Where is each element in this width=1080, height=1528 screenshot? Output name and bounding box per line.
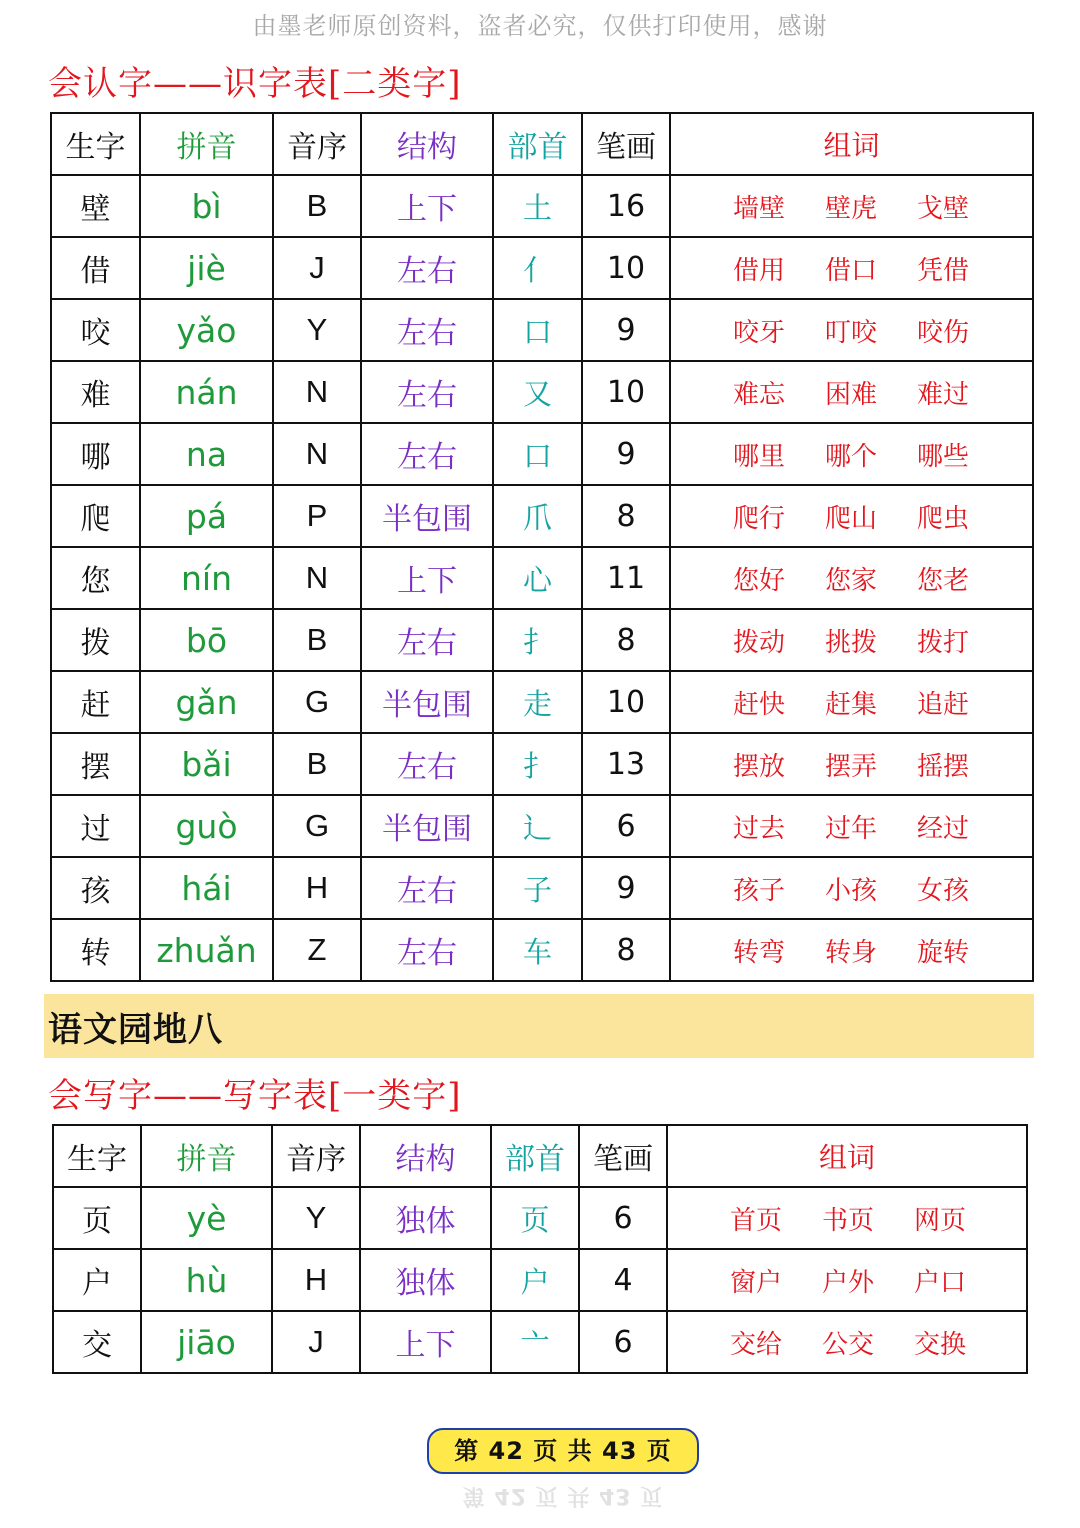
char-cell: 爬 bbox=[51, 485, 140, 547]
table-row bbox=[51, 423, 1033, 485]
word-item: 过去 bbox=[732, 813, 785, 844]
char-cell: 转 bbox=[51, 919, 140, 981]
char-cell: 难 bbox=[51, 361, 140, 423]
word-item: 孩子 bbox=[732, 875, 785, 906]
radical-cell: 走 bbox=[493, 671, 582, 733]
header-strokes: 笔画 bbox=[579, 1125, 667, 1187]
char-cell: 拨 bbox=[51, 609, 140, 671]
header-words: 组词 bbox=[670, 113, 1033, 175]
radical-cell: 爪 bbox=[493, 485, 582, 547]
table-header-row bbox=[53, 1125, 1027, 1187]
radical-cell: 亠 bbox=[491, 1311, 579, 1373]
word-item: 借用 bbox=[732, 255, 785, 286]
word-item: 摇摆 bbox=[916, 751, 969, 782]
structure-cell: 半包围 bbox=[361, 485, 493, 547]
pinyin-cell: jiè bbox=[140, 237, 273, 299]
word-item: 首页 bbox=[729, 1205, 782, 1236]
pinyin-cell: pá bbox=[140, 485, 273, 547]
char-cell: 孩 bbox=[51, 857, 140, 919]
word-item: 您家 bbox=[824, 565, 877, 596]
strokes-cell: 8 bbox=[582, 919, 670, 981]
page-indicator: 第 42 页 共 43 页 bbox=[427, 1428, 699, 1474]
order-cell: Z bbox=[273, 919, 361, 981]
table-row bbox=[51, 299, 1033, 361]
word-item: 摆放 bbox=[732, 751, 785, 782]
page-indicator-reflection: 第 42 页 共 43 页 bbox=[462, 1483, 664, 1508]
header-radical: 部首 bbox=[491, 1125, 579, 1187]
table-row bbox=[51, 795, 1033, 857]
structure-cell: 独体 bbox=[360, 1249, 491, 1311]
words-cell bbox=[670, 423, 1033, 485]
write-characters-table bbox=[52, 1124, 1028, 1374]
char-cell: 摆 bbox=[51, 733, 140, 795]
words-cell bbox=[670, 733, 1033, 795]
order-cell: N bbox=[273, 361, 361, 423]
structure-cell: 左右 bbox=[361, 609, 493, 671]
order-cell: B bbox=[273, 175, 361, 237]
words-cell bbox=[670, 919, 1033, 981]
copyright-watermark: 由墨老师原创资料，盗者必究，仅供打印使用，感谢 bbox=[252, 12, 828, 40]
structure-cell: 左右 bbox=[361, 733, 493, 795]
table-row bbox=[51, 547, 1033, 609]
radical-cell: 页 bbox=[491, 1187, 579, 1249]
header-structure: 结构 bbox=[361, 113, 493, 175]
structure-cell: 左右 bbox=[361, 237, 493, 299]
word-item: 旋转 bbox=[916, 937, 969, 968]
radical-cell: 心 bbox=[493, 547, 582, 609]
char-cell: 壁 bbox=[51, 175, 140, 237]
word-item: 您好 bbox=[732, 565, 785, 596]
word-item: 交换 bbox=[913, 1329, 966, 1360]
radical-cell: 扌 bbox=[493, 733, 582, 795]
word-item: 公交 bbox=[821, 1329, 874, 1360]
structure-cell: 左右 bbox=[361, 299, 493, 361]
words-cell bbox=[670, 485, 1033, 547]
word-item: 墙壁 bbox=[732, 193, 785, 224]
word-item: 转身 bbox=[824, 937, 877, 968]
radical-cell: 车 bbox=[493, 919, 582, 981]
order-cell: B bbox=[273, 609, 361, 671]
strokes-cell: 10 bbox=[582, 671, 670, 733]
word-item: 哪些 bbox=[916, 441, 969, 472]
strokes-cell: 4 bbox=[579, 1249, 667, 1311]
strokes-cell: 6 bbox=[579, 1187, 667, 1249]
words-cell bbox=[670, 795, 1033, 857]
pinyin-cell: hù bbox=[141, 1249, 272, 1311]
word-item: 转弯 bbox=[732, 937, 785, 968]
strokes-cell: 9 bbox=[582, 857, 670, 919]
order-cell: Y bbox=[272, 1187, 360, 1249]
order-cell: J bbox=[272, 1311, 360, 1373]
pinyin-cell: guò bbox=[140, 795, 273, 857]
header-order: 音序 bbox=[272, 1125, 360, 1187]
structure-cell: 左右 bbox=[361, 919, 493, 981]
strokes-cell: 6 bbox=[582, 795, 670, 857]
header-pinyin: 拼音 bbox=[140, 113, 273, 175]
radical-cell: 亻 bbox=[493, 237, 582, 299]
word-item: 追赶 bbox=[916, 689, 969, 720]
words-cell bbox=[670, 609, 1033, 671]
strokes-cell: 9 bbox=[582, 299, 670, 361]
word-item: 叮咬 bbox=[824, 317, 877, 348]
word-item: 戈壁 bbox=[916, 193, 969, 224]
word-item: 难忘 bbox=[732, 379, 785, 410]
char-cell: 您 bbox=[51, 547, 140, 609]
table-row bbox=[51, 175, 1033, 237]
pinyin-cell: yè bbox=[141, 1187, 272, 1249]
radical-cell: 户 bbox=[491, 1249, 579, 1311]
pinyin-cell: zhuǎn bbox=[140, 919, 273, 981]
word-item: 网页 bbox=[913, 1205, 966, 1236]
char-cell: 过 bbox=[51, 795, 140, 857]
word-item: 挑拨 bbox=[824, 627, 877, 658]
header-char: 生字 bbox=[53, 1125, 141, 1187]
word-item: 借口 bbox=[824, 255, 877, 286]
word-item: 困难 bbox=[824, 379, 877, 410]
char-cell: 交 bbox=[53, 1311, 141, 1373]
words-cell bbox=[667, 1249, 1027, 1311]
structure-cell: 左右 bbox=[361, 361, 493, 423]
section-title-write: 会写字——写字表[一类字] bbox=[48, 1076, 462, 1116]
header-pinyin: 拼音 bbox=[141, 1125, 272, 1187]
words-cell bbox=[670, 237, 1033, 299]
words-cell bbox=[667, 1311, 1027, 1373]
word-item: 咬伤 bbox=[916, 317, 969, 348]
word-item: 壁虎 bbox=[824, 193, 877, 224]
table-row bbox=[51, 919, 1033, 981]
char-cell: 咬 bbox=[51, 299, 140, 361]
word-item: 户外 bbox=[821, 1267, 874, 1298]
char-cell: 哪 bbox=[51, 423, 140, 485]
strokes-cell: 10 bbox=[582, 237, 670, 299]
word-item: 咬牙 bbox=[732, 317, 785, 348]
word-item: 女孩 bbox=[916, 875, 969, 906]
table-row bbox=[51, 671, 1033, 733]
pinyin-cell: hái bbox=[140, 857, 273, 919]
section-title-recognize: 会认字——识字表[二类字] bbox=[48, 64, 462, 104]
table-row bbox=[51, 609, 1033, 671]
word-item: 过年 bbox=[824, 813, 877, 844]
table-row bbox=[51, 237, 1033, 299]
header-words: 组词 bbox=[667, 1125, 1027, 1187]
word-item: 拨打 bbox=[916, 627, 969, 658]
word-item: 摆弄 bbox=[824, 751, 877, 782]
unit-banner bbox=[44, 994, 1034, 1058]
header-char: 生字 bbox=[51, 113, 140, 175]
words-cell bbox=[670, 547, 1033, 609]
strokes-cell: 16 bbox=[582, 175, 670, 237]
word-item: 赶集 bbox=[824, 689, 877, 720]
structure-cell: 左右 bbox=[361, 423, 493, 485]
word-item: 爬虫 bbox=[916, 503, 969, 534]
strokes-cell: 8 bbox=[582, 609, 670, 671]
word-item: 交给 bbox=[729, 1329, 782, 1360]
header-strokes: 笔画 bbox=[582, 113, 670, 175]
words-cell bbox=[670, 175, 1033, 237]
strokes-cell: 6 bbox=[579, 1311, 667, 1373]
char-cell: 页 bbox=[53, 1187, 141, 1249]
words-cell bbox=[667, 1187, 1027, 1249]
word-item: 凭借 bbox=[916, 255, 969, 286]
order-cell: Y bbox=[273, 299, 361, 361]
pinyin-cell: gǎn bbox=[140, 671, 273, 733]
words-cell bbox=[670, 857, 1033, 919]
word-item: 爬行 bbox=[732, 503, 785, 534]
table-row bbox=[53, 1311, 1027, 1373]
table-header-row bbox=[51, 113, 1033, 175]
structure-cell: 左右 bbox=[361, 857, 493, 919]
unit-banner-title: 语文园地八 bbox=[48, 1010, 223, 1050]
radical-cell: 辶 bbox=[493, 795, 582, 857]
order-cell: N bbox=[273, 423, 361, 485]
pinyin-cell: bǎi bbox=[140, 733, 273, 795]
order-cell: G bbox=[273, 795, 361, 857]
pinyin-cell: na bbox=[140, 423, 273, 485]
pinyin-cell: bì bbox=[140, 175, 273, 237]
words-cell bbox=[670, 671, 1033, 733]
word-item: 难过 bbox=[916, 379, 969, 410]
word-item: 书页 bbox=[821, 1205, 874, 1236]
order-cell: H bbox=[273, 857, 361, 919]
radical-cell: 土 bbox=[493, 175, 582, 237]
word-item: 经过 bbox=[916, 813, 969, 844]
order-cell: N bbox=[273, 547, 361, 609]
table-row bbox=[51, 361, 1033, 423]
structure-cell: 半包围 bbox=[361, 795, 493, 857]
word-item: 窗户 bbox=[729, 1267, 782, 1298]
strokes-cell: 8 bbox=[582, 485, 670, 547]
pinyin-cell: yǎo bbox=[140, 299, 273, 361]
strokes-cell: 13 bbox=[582, 733, 670, 795]
order-cell: P bbox=[273, 485, 361, 547]
radical-cell: 扌 bbox=[493, 609, 582, 671]
char-cell: 户 bbox=[53, 1249, 141, 1311]
header-structure: 结构 bbox=[360, 1125, 491, 1187]
table-row bbox=[53, 1187, 1027, 1249]
words-cell bbox=[670, 361, 1033, 423]
table-row bbox=[51, 485, 1033, 547]
word-item: 哪个 bbox=[824, 441, 877, 472]
radical-cell: 子 bbox=[493, 857, 582, 919]
structure-cell: 上下 bbox=[361, 547, 493, 609]
strokes-cell: 11 bbox=[582, 547, 670, 609]
structure-cell: 独体 bbox=[360, 1187, 491, 1249]
word-item: 哪里 bbox=[732, 441, 785, 472]
word-item: 小孩 bbox=[824, 875, 877, 906]
strokes-cell: 9 bbox=[582, 423, 670, 485]
word-item: 赶快 bbox=[732, 689, 785, 720]
table-row bbox=[51, 857, 1033, 919]
header-order: 音序 bbox=[273, 113, 361, 175]
word-item: 户口 bbox=[913, 1267, 966, 1298]
header-radical: 部首 bbox=[493, 113, 582, 175]
structure-cell: 上下 bbox=[360, 1311, 491, 1373]
order-cell: G bbox=[273, 671, 361, 733]
order-cell: J bbox=[273, 237, 361, 299]
pinyin-cell: bō bbox=[140, 609, 273, 671]
structure-cell: 半包围 bbox=[361, 671, 493, 733]
radical-cell: 口 bbox=[493, 299, 582, 361]
pinyin-cell: jiāo bbox=[141, 1311, 272, 1373]
words-cell bbox=[670, 299, 1033, 361]
order-cell: H bbox=[272, 1249, 360, 1311]
pinyin-cell: nín bbox=[140, 547, 273, 609]
char-cell: 借 bbox=[51, 237, 140, 299]
char-cell: 赶 bbox=[51, 671, 140, 733]
radical-cell: 又 bbox=[493, 361, 582, 423]
pinyin-cell: nán bbox=[140, 361, 273, 423]
recognize-characters-table bbox=[50, 112, 1034, 982]
radical-cell: 口 bbox=[493, 423, 582, 485]
strokes-cell: 10 bbox=[582, 361, 670, 423]
word-item: 您老 bbox=[916, 565, 969, 596]
structure-cell: 上下 bbox=[361, 175, 493, 237]
table-row bbox=[51, 733, 1033, 795]
word-item: 拨动 bbox=[732, 627, 785, 658]
order-cell: B bbox=[273, 733, 361, 795]
word-item: 爬山 bbox=[824, 503, 877, 534]
table-row bbox=[53, 1249, 1027, 1311]
